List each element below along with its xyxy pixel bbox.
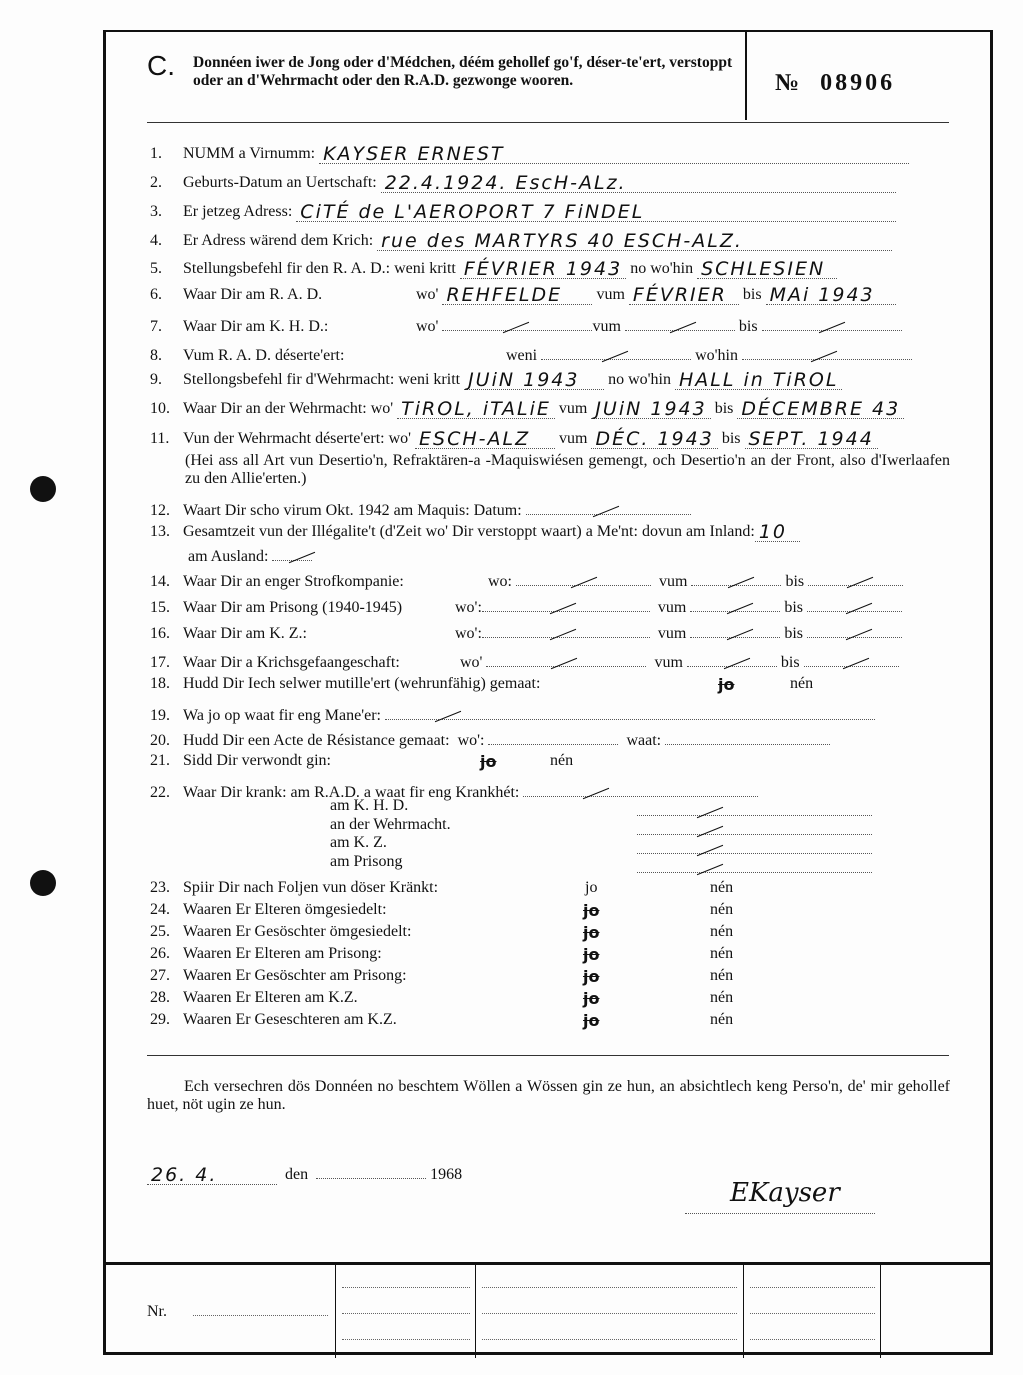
- item-number: 25.: [150, 923, 170, 940]
- item-11-note: (Hei ass all Art vun Desertio'n, Refraktären-a -Maquiswiésen gemengt, och Desertio'n an der Front, also d'Iwerlaafen zu den Allie'erten.): [185, 452, 950, 487]
- signature-line: [685, 1213, 875, 1214]
- slash-mark: [670, 322, 696, 333]
- table-cell-line[interactable]: [750, 1339, 875, 1340]
- divider: [745, 32, 747, 120]
- field-label: bis: [738, 318, 758, 335]
- handwritten-value: FÉVRIER 1943: [463, 258, 623, 280]
- item-label: Vun der Wehrmacht déserte'ert:: [183, 430, 385, 447]
- item-number: 10.: [150, 400, 170, 417]
- punch-hole: [30, 476, 56, 502]
- year-label: 1968: [430, 1166, 463, 1183]
- slash-mark: [727, 629, 753, 640]
- field-label: no wo'hin: [630, 260, 694, 277]
- item-label: Hudd Dir Iech selwer mutille'ert (wehrunfähig) gemaat:: [183, 675, 541, 692]
- date-line: [147, 1160, 462, 1185]
- from-field[interactable]: [629, 286, 739, 305]
- table-column-divider: [743, 1265, 744, 1358]
- slash-mark: [847, 577, 873, 588]
- slash-mark: [846, 603, 872, 614]
- destination-field[interactable]: [697, 260, 837, 279]
- slash-mark: [289, 552, 315, 563]
- option-jo-crossed[interactable]: [583, 945, 599, 965]
- item-29: [150, 1011, 397, 1029]
- item-number: 24.: [150, 901, 170, 918]
- item-number: 15.: [150, 599, 170, 616]
- item-label: Gesamtzeit vun der Illégalite't (d'Zeit wo' Dir verstoppt waart) a Me'nt: dovun am Inland:: [183, 523, 755, 540]
- until-field[interactable]: [745, 430, 878, 449]
- field-label: weni kritt: [398, 371, 461, 388]
- item-2: [150, 174, 896, 193]
- sub-label: am Prisong: [330, 852, 403, 870]
- item-3: [150, 203, 896, 222]
- date-place-field[interactable]: [316, 1160, 426, 1179]
- until-field[interactable]: [737, 400, 904, 419]
- sub-label: an der Wehrmacht.: [330, 815, 451, 833]
- slash-mark: [550, 629, 576, 640]
- option-jo-crossed[interactable]: [583, 1011, 599, 1031]
- when-field[interactable]: [541, 341, 691, 360]
- item-5: [150, 260, 837, 279]
- slash-mark: [818, 322, 844, 333]
- slash-mark: [846, 629, 872, 640]
- option-jo[interactable]: jo: [585, 879, 598, 896]
- slash-mark: [571, 577, 597, 588]
- item-12: [150, 496, 691, 520]
- item-22-fields: [637, 797, 872, 873]
- option-jo: jo: [583, 989, 600, 1008]
- item-label: Wa jo op waat fir eng Mane'er:: [183, 707, 381, 724]
- item-label: Waaren Er Geseschteren am K.Z.: [183, 1011, 397, 1028]
- option-jo-crossed[interactable]: [583, 923, 599, 943]
- illness-field[interactable]: [637, 854, 872, 873]
- item-20: [150, 726, 830, 750]
- until-field[interactable]: [766, 286, 896, 305]
- item-18: [150, 675, 540, 693]
- divider: [147, 1055, 949, 1056]
- item-28: [150, 989, 358, 1007]
- address-field[interactable]: [296, 203, 896, 222]
- where-field[interactable]: [442, 312, 592, 331]
- where-field[interactable]: [486, 648, 646, 667]
- section-title: Donnéen iwer de Jong oder d'Médchen, déém gehollef go'f, déser-te'ert, verstoppt oder an d'Wehrmacht oder den R.A.D. gezwonge wooren.: [193, 54, 733, 89]
- item-8: [150, 341, 912, 365]
- until-field[interactable]: [762, 312, 902, 331]
- declaration-text: Ech versechren dös Donnéen no beschtem Wöllen a Wössen gin ze hun, an absichtlech keng Perso'n, de' mir gehollef huet, nöt ugin ze hun.: [147, 1078, 950, 1113]
- from-field[interactable]: [690, 619, 780, 638]
- item-number: 16.: [150, 625, 170, 642]
- field-label: wo': [460, 654, 483, 671]
- option-jo: jo: [480, 752, 497, 771]
- item-number: 11.: [150, 430, 170, 447]
- item-label: Waar Dir krank: am R.A.D. a waat fir eng Krankhét:: [183, 784, 520, 801]
- item-label: Geburts-Datum an Uertschaft:: [183, 174, 377, 191]
- item-label: Waaren Er Elteren ömgesiedelt:: [183, 901, 387, 918]
- handwritten-value: rue des MARTYRS 40 ESCH-ALZ.: [381, 230, 743, 252]
- field-label: bis: [784, 599, 804, 616]
- where-field[interactable]: [482, 593, 650, 612]
- handwritten-value: REHFELDE: [446, 284, 563, 306]
- item-number: 23.: [150, 879, 170, 896]
- option-jo: jo: [583, 923, 600, 942]
- table-cell-line[interactable]: [342, 1339, 470, 1340]
- handwritten-value: 22.4.1924. EscH-ALz.: [384, 172, 627, 194]
- abroad-field[interactable]: [272, 542, 312, 561]
- illness-field[interactable]: [637, 797, 872, 816]
- nr-label: Nr.: [147, 1303, 167, 1320]
- table-cell-line[interactable]: [750, 1313, 875, 1314]
- option-nen[interactable]: nén: [710, 901, 734, 918]
- item-number: 22.: [150, 784, 170, 801]
- date-day-field[interactable]: [147, 1166, 277, 1185]
- until-field[interactable]: [804, 648, 899, 667]
- item-17: [150, 648, 899, 672]
- where-field[interactable]: [415, 430, 555, 449]
- from-field[interactable]: [687, 648, 777, 667]
- item-label: Vum R. A. D. déserte'ert:: [183, 347, 345, 364]
- handwritten-value: JUiN 1943: [468, 369, 580, 391]
- item-label: Er Adress wärend dem Krich:: [183, 232, 374, 249]
- handwritten-value: CiTÉ de L'AEROPORT 7 FiNDEL: [300, 201, 645, 223]
- item-label: Waar Dir am K. Z.:: [183, 625, 307, 642]
- field-label: bis: [742, 286, 762, 303]
- item-label: Stellongsbefehl fir d'Wehrmacht:: [183, 371, 395, 388]
- slash-mark: [592, 506, 618, 517]
- item-21: [150, 752, 331, 770]
- from-field[interactable]: [691, 567, 781, 586]
- field-label: vum: [558, 400, 588, 417]
- date-field[interactable]: [464, 371, 604, 390]
- option-jo-crossed[interactable]: [583, 901, 599, 921]
- item-number: 18.: [150, 675, 170, 692]
- item-10: [150, 400, 904, 419]
- from-field[interactable]: [625, 312, 735, 331]
- field-label: am Ausland:: [188, 548, 269, 565]
- table-cell-line[interactable]: [482, 1287, 737, 1288]
- form-number: [775, 70, 895, 97]
- handwritten-value: HALL in TiROL: [678, 369, 839, 391]
- option-nen[interactable]: nén: [710, 967, 734, 984]
- handwritten-value: DÉCEMBRE 43: [741, 398, 901, 420]
- where-field[interactable]: [516, 567, 651, 586]
- field-label: wo':: [455, 599, 482, 616]
- handwritten-value: SCHLESIEN: [701, 258, 826, 280]
- table-column-divider: [880, 1265, 881, 1358]
- footer-table: [105, 1262, 993, 1358]
- item-9: [150, 371, 842, 390]
- handwritten-value: ESCH-ALZ: [419, 428, 531, 450]
- option-nen[interactable]: nén: [710, 989, 734, 1006]
- table-cell-line[interactable]: [342, 1287, 470, 1288]
- field-label: wo': [388, 430, 412, 447]
- slash-mark: [602, 351, 628, 362]
- item-6: [150, 286, 896, 305]
- field-label: vum: [657, 599, 687, 616]
- item-label: NUMM a Virnumm:: [183, 145, 316, 162]
- option-jo: jo: [583, 967, 600, 986]
- what-field[interactable]: [665, 726, 830, 745]
- birth-field[interactable]: [381, 174, 896, 193]
- divider: [147, 122, 949, 123]
- slash-mark: [550, 603, 576, 614]
- item-23: [150, 879, 438, 897]
- destination-field[interactable]: [742, 341, 912, 360]
- slash-mark: [435, 711, 461, 722]
- item-4: [150, 232, 892, 251]
- item-number: 13.: [150, 523, 170, 540]
- item-14: [150, 567, 903, 591]
- field-label: wo'hin: [695, 347, 738, 364]
- field-label: vum: [592, 318, 621, 335]
- manner-field[interactable]: [385, 701, 875, 720]
- sub-label: am K. H. D.: [330, 797, 409, 814]
- option-jo-crossed[interactable]: [480, 752, 496, 772]
- field-label: vum: [654, 654, 683, 671]
- item-19: [150, 701, 875, 725]
- item-27: [150, 967, 407, 985]
- field-label: vum: [659, 573, 688, 590]
- field-label: bis: [780, 654, 800, 671]
- option-jo: jo: [718, 675, 735, 694]
- field-label: wo':: [455, 625, 482, 642]
- item-label: Waar Dir am Prisong (1940-1945): [183, 599, 403, 616]
- where-field[interactable]: [482, 619, 650, 638]
- until-field[interactable]: [807, 593, 902, 612]
- slash-mark: [551, 658, 577, 669]
- option-jo: jo: [583, 1011, 600, 1030]
- item-number: 7.: [150, 318, 162, 335]
- slash-mark: [583, 788, 609, 799]
- item-label: Waar Dir am R. A. D.: [183, 286, 323, 303]
- war-address-field[interactable]: [377, 232, 892, 251]
- item-label: Waar Dir am K. H. D.:: [183, 318, 329, 335]
- handwritten-value: MAi 1943: [769, 284, 875, 306]
- item-number: 2.: [150, 174, 162, 191]
- destination-field[interactable]: [675, 371, 842, 390]
- table-cell-line[interactable]: [482, 1339, 737, 1340]
- item-24: [150, 901, 387, 919]
- signature: EKayser: [730, 1178, 840, 1208]
- item-25: [150, 923, 411, 941]
- illness-field[interactable]: [523, 778, 758, 797]
- table-column-divider: [335, 1265, 336, 1358]
- from-field[interactable]: [591, 430, 717, 449]
- item-number: 14.: [150, 573, 170, 590]
- item-label: Er jetzeg Adress:: [183, 203, 293, 220]
- field-label: bis: [721, 430, 741, 447]
- table-cell-line[interactable]: [342, 1313, 470, 1314]
- item-number: 28.: [150, 989, 170, 1006]
- where-field[interactable]: [397, 400, 555, 419]
- handwritten-value: SEPT. 1944: [748, 428, 874, 450]
- punch-hole: [30, 870, 56, 896]
- number-symbol: №: [775, 70, 803, 96]
- option-jo: jo: [583, 945, 600, 964]
- field-label: bis: [785, 573, 805, 590]
- item-number: 4.: [150, 232, 162, 249]
- option-nen[interactable]: nén: [710, 1011, 734, 1028]
- handwritten-value: FÉVRIER: [632, 284, 727, 306]
- item-label: Hudd Dir een Acte de Résistance gemaat:: [183, 732, 450, 749]
- item-label: Waaren Er Gesöschter am Prisong:: [183, 967, 407, 984]
- field-label: bis: [714, 400, 734, 417]
- slash-mark: [724, 658, 750, 669]
- item-number: 27.: [150, 967, 170, 984]
- option-nen[interactable]: nén: [710, 923, 734, 940]
- table-cell-line[interactable]: [482, 1313, 737, 1314]
- item-22-sublist: [330, 797, 451, 871]
- item-13: [150, 523, 800, 542]
- field-label: vum: [596, 286, 625, 303]
- item-13-abroad: [188, 542, 312, 566]
- item-number: 1.: [150, 145, 162, 162]
- field-label: weni kritt: [394, 260, 456, 277]
- item-label: Spiir Dir nach Foljen vun döser Kränkt:: [183, 879, 439, 896]
- item-26: [150, 945, 382, 963]
- option-nen[interactable]: nén: [710, 879, 734, 896]
- item-number: 12.: [150, 502, 170, 519]
- slash-mark: [842, 658, 868, 669]
- handwritten-value: DÉC. 1943: [595, 428, 714, 450]
- date-field[interactable]: [526, 496, 691, 515]
- handwritten-value: KAYSER ERNEST: [323, 143, 505, 165]
- illness-field[interactable]: [637, 835, 872, 854]
- item-number: 9.: [150, 371, 162, 388]
- item-number: 3.: [150, 203, 162, 220]
- nr-field[interactable]: [193, 1315, 328, 1316]
- item-label: Waar Dir an der Wehrmacht:: [183, 400, 367, 417]
- item-number: 26.: [150, 945, 170, 962]
- option-jo: jo: [583, 901, 600, 920]
- field-label: wo:: [488, 573, 512, 590]
- option-jo-crossed[interactable]: [583, 967, 599, 987]
- item-number: 6.: [150, 286, 162, 303]
- item-number: 17.: [150, 654, 170, 671]
- handwritten-value: TiROL, iTALiE: [401, 398, 551, 420]
- item-label: Waaren Er Gesöschter ömgesiedelt:: [183, 923, 412, 940]
- field-label: wo': [416, 318, 439, 335]
- slash-mark: [727, 603, 753, 614]
- field-label: no wo'hin: [608, 371, 671, 388]
- field-label: weni: [506, 347, 538, 364]
- item-label: Sidd Dir verwondt gin:: [183, 752, 331, 769]
- slash-mark: [811, 351, 837, 362]
- handwritten-value: 10: [758, 521, 787, 543]
- field-label: wo':: [457, 732, 485, 749]
- sub-label: am K. Z.: [330, 834, 387, 851]
- illness-field[interactable]: [637, 816, 872, 835]
- field-label: den: [285, 1166, 309, 1183]
- table-cell-line[interactable]: [750, 1287, 875, 1288]
- item-label: Waaren Er Elteren am K.Z.: [183, 989, 358, 1006]
- field-label: wo': [416, 286, 439, 303]
- item-1: [150, 145, 909, 164]
- field-label: vum: [657, 625, 687, 642]
- section-letter: C.: [147, 50, 175, 81]
- item-number: 8.: [150, 347, 162, 364]
- item-number: 19.: [150, 707, 170, 724]
- item-16: [150, 619, 902, 643]
- until-field[interactable]: [808, 567, 903, 586]
- option-nen[interactable]: nén: [710, 945, 734, 962]
- inland-field[interactable]: [755, 523, 800, 542]
- field-label: wo': [370, 400, 394, 417]
- item-label: Stellungsbefehl fir den R. A. D.:: [183, 260, 391, 277]
- until-field[interactable]: [807, 619, 902, 638]
- option-nen[interactable]: nén: [790, 675, 814, 692]
- item-15: [150, 593, 902, 617]
- handwritten-value: JUiN 1943: [595, 398, 707, 420]
- item-number: 21.: [150, 752, 170, 769]
- item-label: Waaren Er Elteren am Prisong:: [183, 945, 382, 962]
- item-label: Waar Dir a Krichsgefaangeschaft:: [183, 654, 400, 671]
- option-jo-crossed[interactable]: [583, 989, 599, 1009]
- field-label: vum: [559, 430, 588, 447]
- slash-mark: [503, 322, 529, 333]
- table-column-divider: [475, 1265, 476, 1358]
- where-field[interactable]: [442, 286, 592, 305]
- slash-mark: [728, 577, 754, 588]
- option-jo-crossed[interactable]: [718, 675, 734, 695]
- where-field[interactable]: [488, 726, 618, 745]
- from-field[interactable]: [591, 400, 710, 419]
- item-label: Waart Dir scho virum Okt. 1942 am Maquis: Datum:: [183, 502, 522, 519]
- item-7: [150, 312, 902, 336]
- item-number: 20.: [150, 732, 170, 749]
- handwritten-value: 26. 4.: [151, 1164, 218, 1186]
- item-11: [150, 430, 878, 449]
- from-field[interactable]: [690, 593, 780, 612]
- date-field[interactable]: [460, 260, 626, 279]
- field-label: waat:: [626, 732, 662, 749]
- item-number: 29.: [150, 1011, 170, 1028]
- option-nen[interactable]: nén: [550, 752, 574, 769]
- field-label: bis: [784, 625, 804, 642]
- item-label: Waar Dir an enger Strofkompanie:: [183, 573, 404, 590]
- number-value: 08906: [820, 70, 896, 96]
- item-number: 5.: [150, 260, 162, 277]
- name-field[interactable]: [319, 145, 909, 164]
